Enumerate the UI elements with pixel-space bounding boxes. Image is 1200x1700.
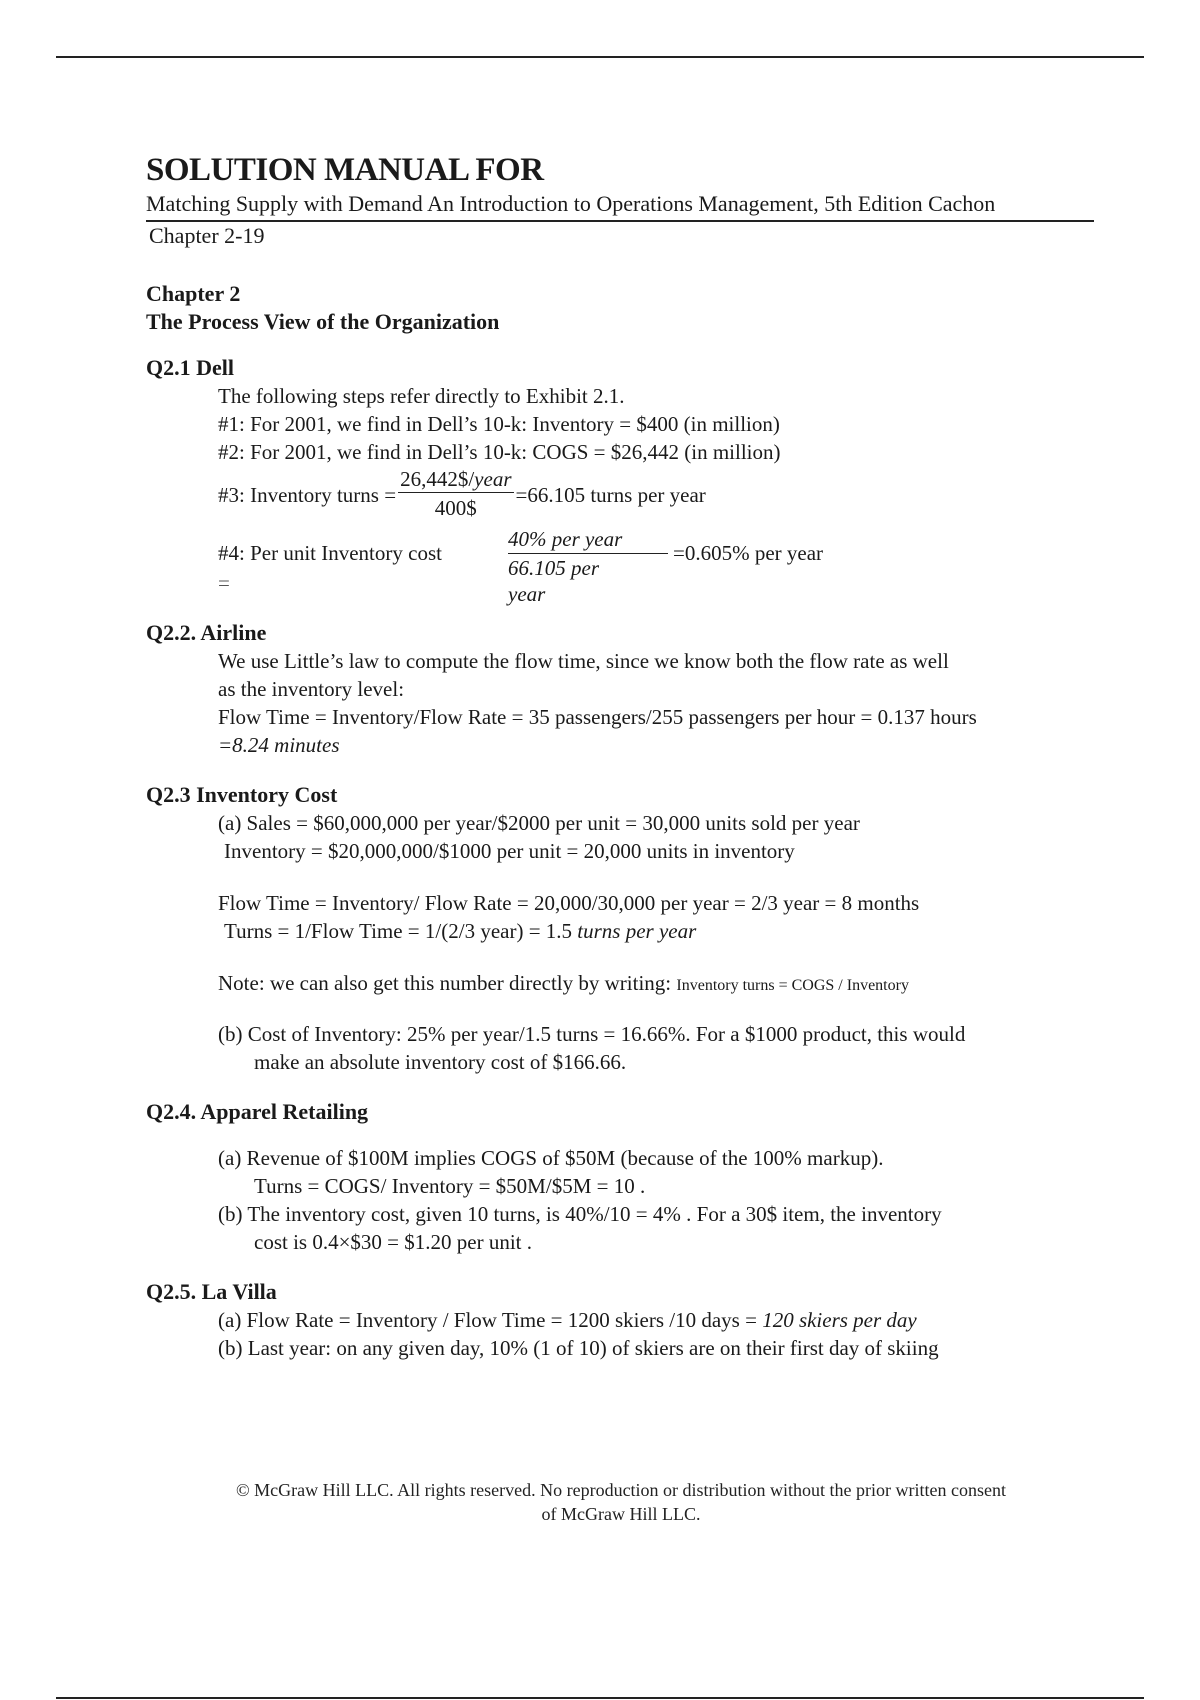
top-rule [56, 56, 1144, 58]
bottom-rule [56, 1697, 1144, 1699]
q21-step4-result: =0.605% per year [673, 541, 824, 565]
q23-a4-text: Turns = 1/Flow Time = 1/(2/3 year) = 1.5 [224, 919, 578, 943]
chapter-range: Chapter 2-19 [149, 223, 265, 248]
q21-step4-label: #4: Per unit Inventory cost [218, 541, 442, 565]
q25-a [218, 1306, 1096, 1334]
q22-line1: We use Little’s law to compute the flow time, since we know both the flow rate as well [218, 649, 949, 673]
document-title: SOLUTION MANUAL FOR [146, 152, 544, 188]
q23-note-formula: Inventory turns = COGS / Inventory [676, 977, 909, 994]
q25-a-text: (a) Flow Rate = Inventory / Flow Time = 1200 skiers /10 days = [218, 1308, 763, 1332]
footer-line1: © McGraw Hill LLC. All rights reserved. No reproduction or distribution without the prior written consent [235, 1480, 1007, 1500]
chapter-name: The Process View of the Organization [146, 309, 500, 334]
q21-step2: #2: For 2001, we find in Dell’s 10-k: COGS = $26,442 (in million) [218, 440, 781, 464]
q22-line2: as the inventory level: [218, 677, 405, 701]
q25-a-italic: 120 skiers per day [762, 1308, 917, 1332]
q23-a4-italic: turns per year [577, 919, 697, 943]
q23-heading: Q2.3 Inventory Cost [146, 782, 338, 807]
footer-line2: of McGraw Hill LLC. [541, 1504, 701, 1524]
document-subtitle: Matching Supply with Demand An Introduction to Operations Management, 5th Edition Cachon [146, 190, 1094, 222]
q24-a2: Turns = COGS/ Inventory = $50M/$5M = 10 . [254, 1174, 646, 1198]
q22-line3: Flow Time = Inventory/Flow Rate = 35 passengers/255 passengers per hour = 0.137 hours [218, 705, 977, 729]
q23-a4 [224, 917, 1096, 945]
chapter-number: Chapter 2 [146, 281, 241, 306]
copyright-footer [146, 1478, 1096, 1526]
q21-step4-num: 40% per year [508, 525, 668, 554]
q21-intro: The following steps refer directly to Exhibit 2.1. [218, 384, 625, 408]
q24-a1: (a) Revenue of $100M implies COGS of $50M (because of the 100% markup). [218, 1146, 884, 1170]
q21-step4 [218, 525, 1096, 605]
q21-step3-fraction [398, 466, 513, 523]
q23-a1: (a) Sales = $60,000,000 per year/$2000 per unit = 30,000 units sold per year [218, 811, 860, 835]
q21-step4-den: 66.105 per year [508, 556, 599, 606]
q23-a2: Inventory = $20,000,000/$1000 per unit = 20,000 units in inventory [224, 839, 795, 863]
q22-heading: Q2.2. Airline [146, 620, 267, 645]
q24-heading: Q2.4. Apparel Retailing [146, 1099, 369, 1124]
page-content [146, 150, 1096, 1362]
q23-b2: make an absolute inventory cost of $166.66. [254, 1050, 627, 1074]
q21-step3-den: 400$ [434, 496, 477, 520]
q23-note-text: Note: we can also get this number directly by writing: [218, 971, 677, 995]
q21-step3-label: #3: Inventory turns = [218, 482, 397, 507]
q21-step3 [218, 466, 1096, 523]
q21-step3-num: 26,442$/ [400, 467, 475, 491]
q23-a3: Flow Time = Inventory/ Flow Rate = 20,000/30,000 per year = 2/3 year = 8 months [218, 891, 920, 915]
q24-b2: cost is 0.4×$30 = $1.20 per unit . [254, 1230, 533, 1254]
q23-note [218, 969, 1096, 1000]
q25-heading: Q2.5. La Villa [146, 1279, 277, 1304]
q22-line4: =8.24 minutes [218, 733, 340, 757]
q21-step3-result: =66.105 turns per year [515, 482, 706, 507]
q21-heading: Q2.1 Dell [146, 355, 234, 380]
q21-step4-eq: = [218, 571, 230, 595]
q21-step1: #1: For 2001, we find in Dell’s 10-k: Inventory = $400 (in million) [218, 412, 780, 436]
q24-b1: (b) The inventory cost, given 10 turns, is 40%/10 = 4% . For a 30$ item, the inventory [218, 1202, 942, 1226]
q21-step3-num-italic: year [474, 467, 512, 491]
q25-b: (b) Last year: on any given day, 10% (1 of 10) of skiers are on their first day of skiing [218, 1336, 939, 1360]
q23-b1: (b) Cost of Inventory: 25% per year/1.5 turns = 16.66%. For a $1000 product, this would [218, 1022, 966, 1046]
